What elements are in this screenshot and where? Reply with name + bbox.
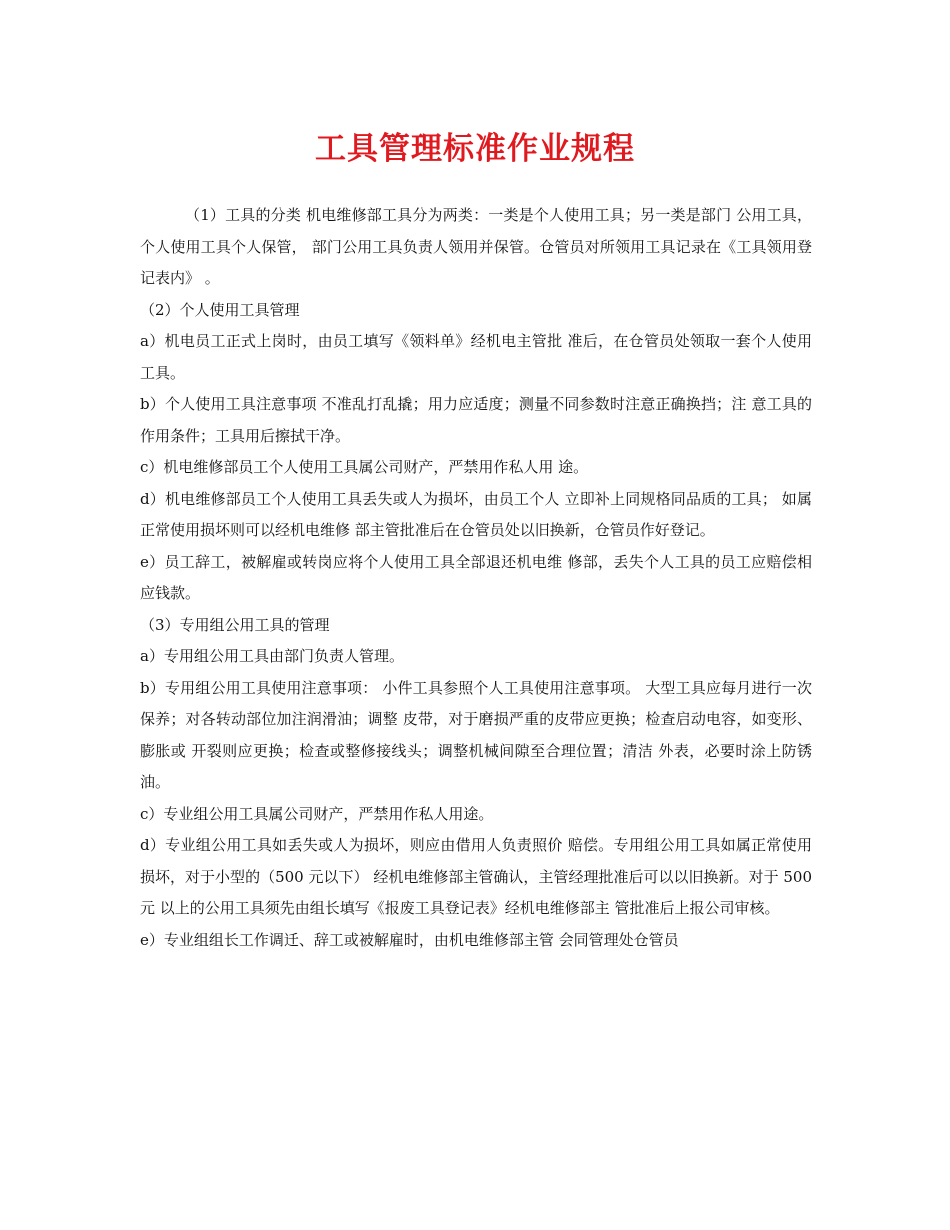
document-body [140, 200, 812, 956]
paragraph-group-c: c）专业组公用工具属公司财产，严禁用作私人用途。 [140, 804, 494, 823]
page-title: 工具管理标准作业规程 [315, 131, 635, 167]
section-heading-personal-tools: （2）个人使用工具管理 [140, 300, 300, 319]
paragraph-group-e: e）专业组组长工作调迁、辞工或被解雇时，由机电维修部主管 会同管理处仓管员 [140, 930, 679, 949]
paragraph-group-d: d）专业组公用工具如丢失或人为损坏，则应由借用人负责照价 赔偿。专用组公用工具如属正常使用损坏，对于小型的（500 元以下） 经机电维修部主管确认，主管经理批准后可以以旧换新。对于 500 元 以上的公用工具须先由组长填写《报废工具登记表》经机电维修部主 管批准后上报公司审核。 [140, 836, 812, 917]
paragraph-tool-classification: （1）工具的分类 机电维修部工具分为两类：一类是个人使用工具；另一类是部门 公用工具， 个人使用工具个人保管， 部门公用工具负责人领用并保管。仓管员对所领用工具记录在《工具领用登记表内》 。 [140, 206, 812, 287]
paragraph-personal-a: a）机电员工正式上岗时，由员工填写《领料单》经机电主管批 准后，在仓管员处领取一套个人使用工具。 [140, 332, 812, 382]
paragraph-personal-e: e）员工辞工，被解雇或转岗应将个人使用工具全部退还机电维 修部，丢失个人工具的员工应赔偿相应钱款。 [140, 552, 812, 602]
paragraph-group-a: a）专用组公用工具由部门负责人管理。 [140, 647, 404, 665]
paragraph-group-b: b）专用组公用工具使用注意事项： 小件工具参照个人工具使用注意事项。 大型工具应每月进行一次保养；对各转动部位加注润滑油；调整 皮带，对于磨损严重的皮带应更换；检查启动电容，如变形、膨胀或 开裂则应更换；检查或整修接线头；调整机械间隙至合理位置；清洁 外表，必要时涂上防锈油。 [140, 678, 812, 791]
section-heading-group-tools: （3）专用组公用工具的管理 [140, 615, 330, 634]
paragraph-personal-b: b）个人使用工具注意事项 不准乱打乱撬；用力应适度；测量不同参数时注意正确换挡；注 意工具的作用条件；工具用后擦拭干净。 [140, 395, 812, 445]
paragraph-personal-d: d）机电维修部员工个人使用工具丢失或人为损坏，由员工个人 立即补上同规格同品质的工具； 如属正常使用损坏则可以经机电维修 部主管批准后在仓管员处以旧换新，仓管员作好登记。 [140, 489, 812, 539]
paragraph-personal-c: c）机电维修部员工个人使用工具属公司财产，严禁用作私人用 途。 [140, 458, 589, 476]
